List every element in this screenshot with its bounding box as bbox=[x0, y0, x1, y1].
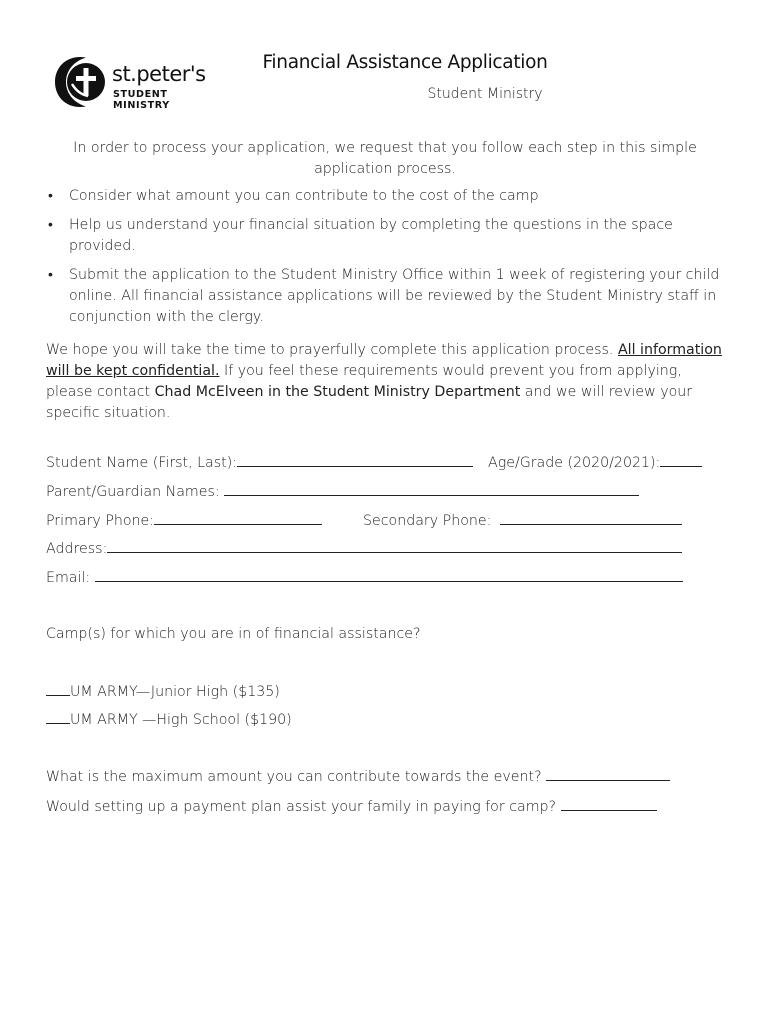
student-name-field[interactable] bbox=[237, 452, 473, 467]
intro-text: In order to process your application, we request that you follow each step in this simple application process. bbox=[73, 140, 697, 177]
secondary-phone-row bbox=[363, 510, 682, 531]
payment-plan-question: Would setting up a payment plan assist your family in paying for camp? bbox=[46, 799, 557, 815]
email-label: Email: bbox=[46, 570, 91, 586]
max-amount-question: What is the maximum amount you can contribute towards the event? bbox=[46, 769, 542, 785]
camp-option-junior-high bbox=[46, 681, 280, 702]
steps-list bbox=[46, 186, 728, 336]
step-item: • Help us understand your financial situation by completing the questions in the space provided. bbox=[46, 215, 728, 257]
camp-option-label: UM ARMY—Junior High ($135) bbox=[70, 684, 280, 700]
student-name-row bbox=[46, 452, 473, 473]
parent-names-row bbox=[46, 481, 639, 502]
secondary-phone-label: Secondary Phone: bbox=[363, 513, 492, 529]
address-label: Address: bbox=[46, 541, 108, 557]
payment-plan-field[interactable] bbox=[561, 796, 657, 811]
confidential-emphasis: All information will be kept confidential. bbox=[46, 342, 722, 379]
primary-phone-field[interactable] bbox=[154, 510, 322, 525]
high-school-checkbox-blank[interactable] bbox=[46, 709, 70, 724]
church-logo-icon bbox=[52, 54, 108, 110]
student-name-label: Student Name (First, Last): bbox=[46, 455, 238, 471]
junior-high-checkbox-blank[interactable] bbox=[46, 681, 70, 696]
camp-option-label: UM ARMY —High School ($190) bbox=[70, 712, 292, 728]
max-amount-row bbox=[46, 766, 670, 787]
primary-phone-label: Primary Phone: bbox=[46, 513, 155, 529]
camp-option-high-school bbox=[46, 709, 292, 730]
payment-plan-row bbox=[46, 796, 657, 817]
page-subtitle: Student Ministry bbox=[427, 86, 543, 102]
primary-phone-row bbox=[46, 510, 322, 531]
parent-names-label: Parent/Guardian Names: bbox=[46, 484, 220, 500]
confidentiality-notice bbox=[46, 340, 726, 424]
address-field[interactable] bbox=[107, 538, 682, 553]
step-item: • Submit the application to the Student Ministry Office within 1 week of registering your child online. All financial assistance applications will be reviewed by the Student Ministry staff in conjunction with the clergy. bbox=[46, 265, 728, 328]
email-row bbox=[46, 567, 683, 588]
age-grade-label: Age/Grade (2020/2021): bbox=[488, 455, 661, 471]
notice-text: We hope you will take the time to prayerfully complete this application process. bbox=[46, 342, 618, 358]
logo-name: st.peter's bbox=[112, 62, 206, 86]
parent-names-field[interactable] bbox=[224, 481, 639, 496]
notice-text: If you feel these requirements would prevent you from applying, please contact bbox=[46, 363, 682, 400]
notice-text: and we will review your specific situation. bbox=[46, 384, 693, 421]
logo-subtitle: STUDENT MINISTRY bbox=[113, 89, 170, 111]
max-amount-field[interactable] bbox=[546, 766, 670, 781]
age-grade-row bbox=[488, 452, 702, 473]
secondary-phone-field[interactable] bbox=[500, 510, 682, 525]
email-field[interactable] bbox=[95, 567, 683, 582]
contact-name: Chad McElveen in the Student Ministry Department bbox=[154, 384, 521, 400]
st-peters-logo bbox=[52, 54, 222, 110]
age-grade-field[interactable] bbox=[660, 452, 702, 467]
camps-question: Camp(s) for which you are in of financial assistance? bbox=[46, 626, 421, 642]
page-title: Financial Assistance Application bbox=[262, 52, 548, 73]
address-row bbox=[46, 538, 682, 559]
step-item: • Consider what amount you can contribute to the cost of the camp bbox=[46, 186, 728, 207]
